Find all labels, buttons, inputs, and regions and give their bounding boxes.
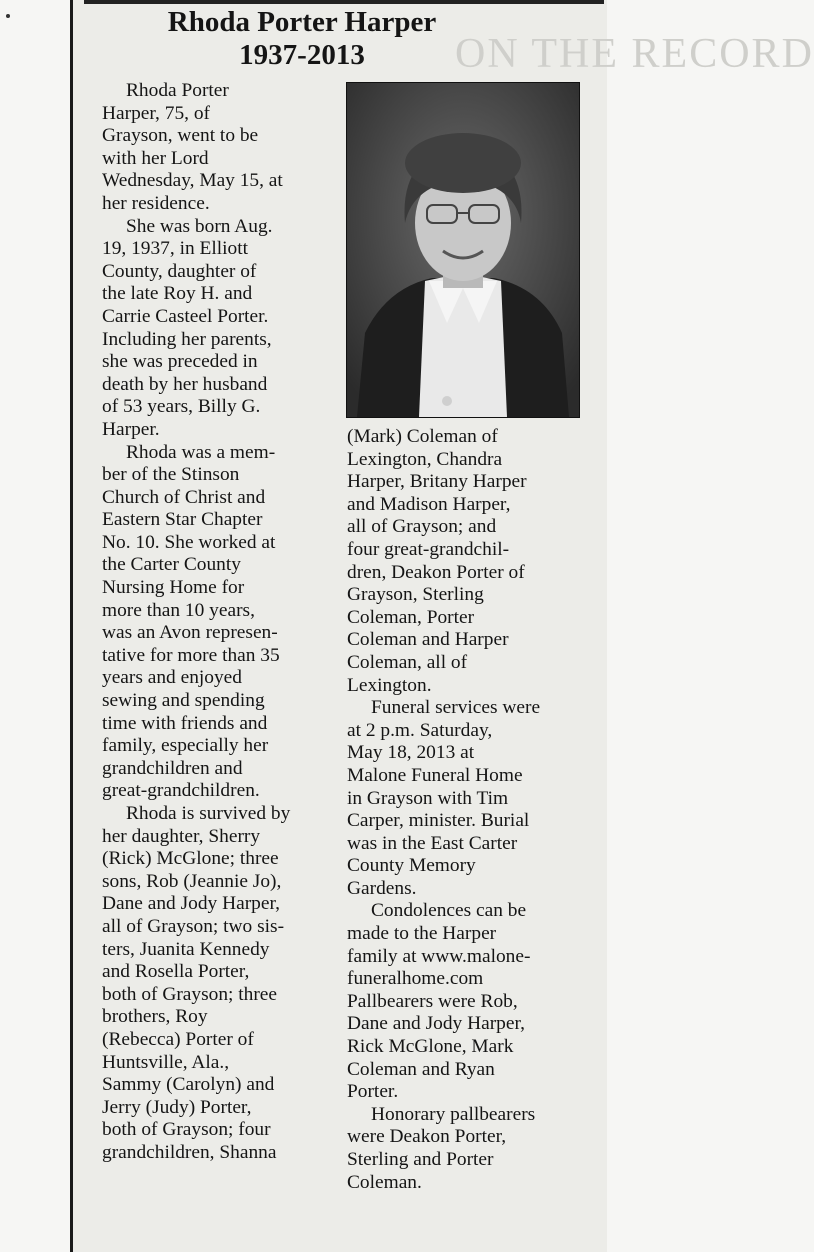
text-line: she was preceded in [102, 351, 258, 373]
text-line: dren, Deakon Porter of [347, 561, 525, 583]
portrait-image [347, 83, 579, 417]
text-line: Honorary pallbearers [371, 1103, 536, 1125]
text-line: Malone Funeral Home [347, 764, 523, 786]
text-line: funeralhome.com [347, 968, 484, 990]
obituary-column-right [347, 426, 581, 1194]
text-line: made to the Harper [347, 923, 497, 945]
portrait-photo [346, 82, 580, 418]
text-line: sons, Rob (Jeannie Jo), [102, 870, 282, 892]
text-line: (Rick) McGlone; three [102, 848, 279, 870]
text-line: Huntsville, Ala., [102, 1051, 230, 1073]
text-line: all of Grayson; two sis- [102, 915, 285, 937]
text-line: more than 10 years, [102, 599, 255, 621]
text-line: ber of the Stinson [102, 464, 240, 486]
text-line: with her Lord [102, 147, 209, 169]
text-line: Dane and Jody Harper, [347, 1013, 525, 1035]
scan-speck [6, 14, 10, 18]
obituary-column-left [102, 80, 334, 1165]
text-line: grandchildren, Shanna [102, 1141, 277, 1163]
text-line: four great-grandchil- [347, 538, 510, 560]
text-line: (Rebecca) Porter of [102, 1028, 254, 1050]
obituary-dates: 1937-2013 [239, 39, 365, 71]
text-line: Lexington. [347, 674, 432, 696]
text-line: her residence. [102, 192, 210, 214]
text-line: death by her husband [102, 373, 268, 395]
text-line: family at www.malone- [347, 945, 531, 967]
top-rule [84, 0, 604, 4]
text-line: Condolences can be [371, 900, 527, 922]
obituary-title: Rhoda Porter Harper [167, 6, 437, 38]
text-line: 19, 1937, in Elliott [102, 238, 248, 260]
text-line: Coleman. [347, 1171, 422, 1193]
text-line: the Carter County [102, 554, 241, 576]
text-line: ters, Juanita Kennedy [102, 938, 270, 960]
text-line: She was born Aug. [126, 215, 273, 237]
text-line: Including her parents, [102, 328, 272, 350]
text-line: Coleman, all of [347, 651, 468, 673]
text-line: Funeral services were [371, 697, 541, 719]
text-line: Dane and Jody Harper, [102, 893, 280, 915]
text-line: of 53 years, Billy G. [102, 396, 261, 418]
text-line: Jerry (Judy) Porter, [102, 1096, 252, 1118]
text-line: Carrie Casteel Porter. [102, 305, 269, 327]
text-line: tative for more than 35 [102, 644, 280, 666]
text-line: the late Roy H. and [102, 283, 253, 305]
text-line: Pallbearers were Rob, [347, 990, 518, 1012]
text-line: Porter. [347, 1081, 399, 1103]
text-line: great-grandchildren. [102, 780, 260, 802]
text-line: Coleman and Ryan [347, 1058, 495, 1080]
text-line: Sterling and Porter [347, 1149, 494, 1170]
text-line: May 18, 2013 at [347, 742, 475, 764]
text-line: was in the East Carter [347, 832, 518, 854]
text-line: Coleman, Porter [347, 606, 475, 628]
text-line: time with friends and [102, 712, 268, 734]
text-line: Rhoda is survived by [126, 803, 291, 824]
obituary-headline [92, 6, 512, 72]
text-line: family, especially her [102, 735, 269, 757]
text-line: Harper, Britany Harper [347, 471, 527, 493]
text-line: brothers, Roy [102, 1006, 208, 1028]
text-line: in Grayson with Tim [347, 787, 509, 809]
text-line: all of Grayson; and [347, 516, 497, 538]
text-line: Harper, 75, of [102, 102, 210, 124]
text-line: were Deakon Porter, [347, 1126, 507, 1148]
text-line: Lexington, Chandra [347, 448, 503, 470]
text-line: years and enjoyed [102, 667, 242, 689]
text-line: and Madison Harper, [347, 493, 511, 515]
text-line: Rhoda Porter [126, 80, 229, 101]
masthead-bleed-through: ON THE RECORD [455, 31, 814, 77]
text-line: at 2 p.m. Saturday, [347, 719, 493, 741]
text-line: grandchildren and [102, 757, 243, 779]
text-line: Grayson, Sterling [347, 584, 484, 606]
text-line: both of Grayson; four [102, 1119, 271, 1141]
text-line: Rick McGlone, Mark [347, 1036, 514, 1058]
text-line: Gardens. [347, 877, 417, 899]
text-line: County, daughter of [102, 260, 257, 282]
text-line: No. 10. She worked at [102, 531, 276, 553]
text-line: Nursing Home for [102, 577, 245, 599]
text-line: sewing and spending [102, 690, 265, 712]
text-line: and Rosella Porter, [102, 961, 250, 983]
text-line: Church of Christ and [102, 486, 266, 508]
text-line: both of Grayson; three [102, 983, 278, 1005]
text-line: Grayson, went to be [102, 125, 259, 147]
text-line: County Memory [347, 855, 476, 877]
text-line: Rhoda was a mem- [126, 441, 276, 463]
text-line: Coleman and Harper [347, 629, 509, 651]
text-line: Carper, minister. Burial [347, 810, 530, 832]
text-line: (Mark) Coleman of [347, 426, 498, 447]
text-line: Wednesday, May 15, at [102, 170, 283, 192]
text-line: was an Avon represen- [102, 622, 278, 644]
text-line: her daughter, Sherry [102, 825, 261, 847]
text-line: Sammy (Carolyn) and [102, 1074, 275, 1096]
text-line: Harper. [102, 418, 160, 440]
text-line: Eastern Star Chapter [102, 509, 263, 531]
